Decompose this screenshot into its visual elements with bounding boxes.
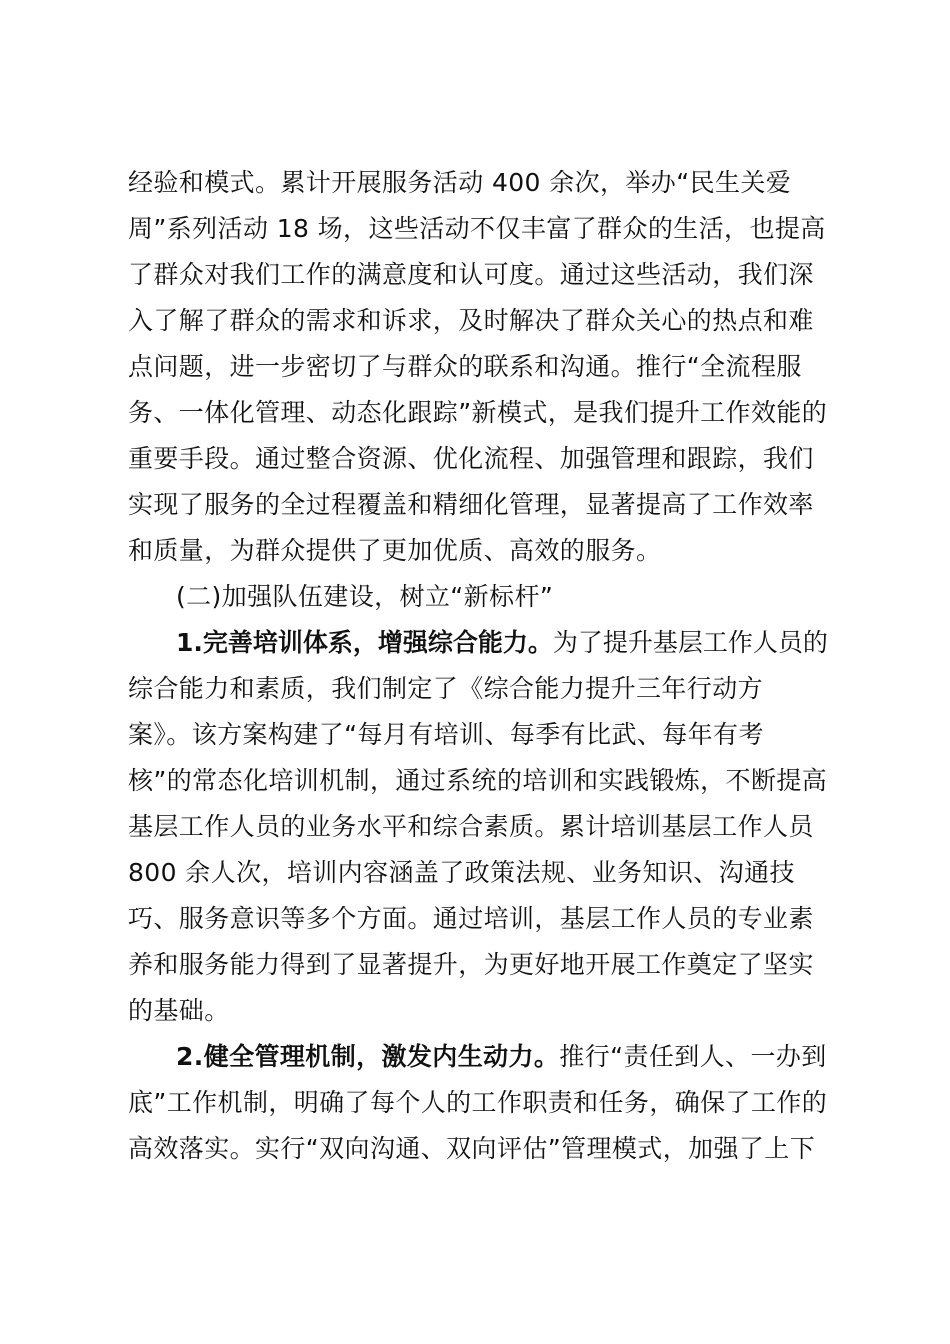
paragraph-line: 案》。该方案构建了“每月有培训、每季有比武、每年有考	[128, 720, 764, 749]
item-2-first-line	[176, 1042, 827, 1072]
paragraph-line: 务、一体化管理、动态化跟踪”新模式，是我们提升工作效能的	[128, 398, 828, 427]
paragraph-line: 底”工作机制，明确了每个人的工作职责和任务，确保了工作的	[128, 1088, 828, 1117]
item-2-text: 推行“责任到人、一办到	[559, 1042, 827, 1071]
paragraph-line: 养和服务能力得到了显著提升，为更好地开展工作奠定了坚实	[128, 950, 814, 979]
paragraph-line: 巧、服务意识等多个方面。通过培训，基层工作人员的专业素	[128, 904, 814, 933]
paragraph-line: 800 余人次，培训内容涵盖了政策法规、业务知识、沟通技	[128, 858, 795, 887]
item-2-title: 2.健全管理机制，激发内生动力。	[176, 1042, 560, 1071]
paragraph-line: 周”系列活动 18 场，这些活动不仅丰富了群众的生活，也提高	[128, 214, 826, 243]
paragraph-line: 基层工作人员的业务水平和综合素质。累计培训基层工作人员	[128, 812, 814, 841]
paragraph-line: 点问题，进一步密切了与群众的联系和沟通。推行“全流程服	[128, 352, 802, 381]
paragraph-line: 和质量，为群众提供了更加优质、高效的服务。	[128, 536, 662, 565]
paragraph-line: 综合能力和素质，我们制定了《综合能力提升三年行动方	[128, 674, 764, 703]
paragraph-line: 实现了服务的全过程覆盖和精细化管理，显著提高了工作效率	[128, 490, 814, 519]
paragraph-line: 入了解了群众的需求和诉求，及时解决了群众关心的热点和难	[128, 306, 814, 335]
paragraph-line: 核”的常态化培训机制，通过系统的培训和实践锻炼，不断提高	[128, 766, 828, 795]
paragraph-line: 的基础。	[128, 996, 230, 1025]
item-1-title: 1.完善培训体系，增强综合能力。	[176, 628, 553, 657]
paragraph-line: 了群众对我们工作的满意度和认可度。通过这些活动，我们深	[128, 260, 814, 289]
paragraph-line: 经验和模式。累计开展服务活动 400 余次，举办“民生关爱	[128, 168, 792, 197]
paragraph-line: 重要手段。通过整合资源、优化流程、加强管理和跟踪，我们	[128, 444, 814, 473]
item-1-first-line	[176, 628, 828, 658]
section-heading: (二)加强队伍建设，树立“新标杆”	[176, 582, 554, 611]
paragraph-line: 高效落实。实行“双向沟通、双向评估”管理模式，加强了上下	[128, 1134, 816, 1163]
item-1-text: 为了提升基层工作人员的	[552, 628, 828, 657]
